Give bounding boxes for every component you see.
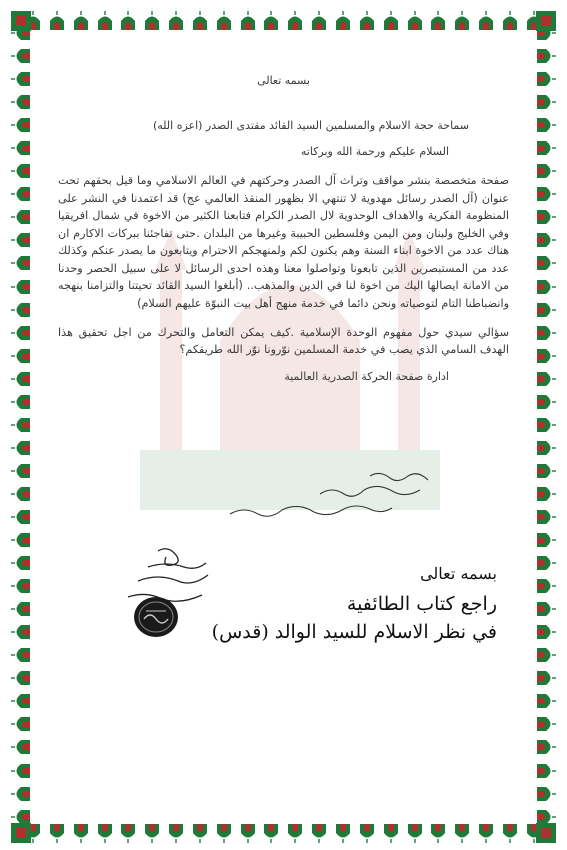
answer-block	[177, 560, 497, 646]
ornamental-mosque-border-icon	[535, 621, 557, 643]
ornamental-border-bottom	[22, 822, 545, 844]
ornamental-mosque-border-icon	[380, 822, 402, 844]
ornamental-mosque-border-icon	[10, 621, 32, 643]
ornamental-mosque-border-icon	[535, 91, 557, 113]
ornamental-mosque-border-icon	[535, 137, 557, 159]
ornamental-mosque-border-icon	[535, 667, 557, 689]
ornamental-border-right	[535, 22, 557, 828]
ornamental-mosque-border-icon	[535, 713, 557, 735]
ornamental-mosque-border-icon	[165, 10, 187, 32]
ornamental-mosque-border-icon	[284, 10, 306, 32]
ornamental-mosque-border-icon	[260, 10, 282, 32]
ornamental-mosque-border-icon	[535, 45, 557, 67]
ornamental-mosque-border-icon	[499, 10, 521, 32]
ornamental-mosque-border-icon	[10, 206, 32, 228]
ornamental-mosque-border-icon	[10, 160, 32, 182]
ornamental-mosque-border-icon	[535, 276, 557, 298]
ornamental-mosque-border-icon	[141, 10, 163, 32]
ornamental-mosque-border-icon	[499, 822, 521, 844]
ornamental-mosque-border-icon	[10, 414, 32, 436]
ornamental-mosque-border-icon	[10, 460, 32, 482]
ornamental-mosque-border-icon	[213, 822, 235, 844]
answer-line-book: راجع كتاب الطائفية	[346, 593, 497, 615]
ornamental-mosque-border-icon	[165, 822, 187, 844]
ornamental-mosque-border-icon	[10, 276, 32, 298]
ornamental-mosque-border-icon	[10, 137, 32, 159]
ornamental-mosque-border-icon	[427, 822, 449, 844]
ornamental-mosque-border-icon	[10, 506, 32, 528]
ornamental-mosque-border-icon	[10, 713, 32, 735]
border-corner-icon	[10, 822, 32, 844]
ornamental-mosque-border-icon	[308, 822, 330, 844]
ornamental-mosque-border-icon	[308, 10, 330, 32]
ornamental-mosque-border-icon	[10, 391, 32, 413]
letter-greeting: السلام عليكم ورحمة الله وبركاته	[300, 145, 449, 158]
ornamental-mosque-border-icon	[141, 822, 163, 844]
ornamental-border-left	[10, 22, 32, 828]
ornamental-mosque-border-icon	[535, 391, 557, 413]
letter-sender: ادارة صفحة الحركة الصدرية العالمية	[284, 370, 449, 383]
ornamental-mosque-border-icon	[535, 529, 557, 551]
ornamental-mosque-border-icon	[117, 822, 139, 844]
ornamental-mosque-border-icon	[535, 760, 557, 782]
ornamental-mosque-border-icon	[475, 822, 497, 844]
ornamental-mosque-border-icon	[535, 506, 557, 528]
ornamental-mosque-border-icon	[404, 822, 426, 844]
ornamental-mosque-border-icon	[10, 690, 32, 712]
ornamental-mosque-border-icon	[94, 10, 116, 32]
ornamental-mosque-border-icon	[535, 783, 557, 805]
ornamental-mosque-border-icon	[10, 299, 32, 321]
ornamental-mosque-border-icon	[535, 160, 557, 182]
ornamental-mosque-border-icon	[535, 252, 557, 274]
ornamental-mosque-border-icon	[189, 822, 211, 844]
ornamental-mosque-border-icon	[535, 644, 557, 666]
ornamental-mosque-border-icon	[70, 822, 92, 844]
answer-line-author: في نظر الاسلام للسيد الوالد (قدس)	[211, 621, 497, 643]
ornamental-mosque-border-icon	[535, 368, 557, 390]
ornamental-mosque-border-icon	[332, 822, 354, 844]
ornamental-mosque-border-icon	[10, 114, 32, 136]
ornamental-mosque-border-icon	[535, 322, 557, 344]
ornamental-mosque-border-icon	[10, 345, 32, 367]
ornamental-mosque-border-icon	[475, 10, 497, 32]
ornamental-mosque-border-icon	[10, 252, 32, 274]
ornamental-mosque-border-icon	[535, 483, 557, 505]
ornamental-mosque-border-icon	[284, 822, 306, 844]
border-corner-icon	[535, 10, 557, 32]
ornamental-mosque-border-icon	[10, 437, 32, 459]
letter-question: سؤالي سيدي حول مفهوم الوحدة الإسلامية .كيف يمكن التعامل والتحرك من اجل تحقيق هذا الهدف السامي الذي يصب في خدمة المسلمين نوّرونا نوّر الله طريقكم؟	[58, 326, 509, 356]
ornamental-mosque-border-icon	[10, 783, 32, 805]
ornamental-mosque-border-icon	[535, 552, 557, 574]
ornamental-mosque-border-icon	[535, 114, 557, 136]
ornamental-mosque-border-icon	[10, 552, 32, 574]
ornamental-mosque-border-icon	[10, 368, 32, 390]
ornamental-mosque-border-icon	[535, 299, 557, 321]
ornamental-mosque-border-icon	[535, 414, 557, 436]
border-corner-icon	[10, 10, 32, 32]
ornamental-mosque-border-icon	[380, 10, 402, 32]
letter-body: صفحة متخصصة بنشر مواقف وتراث آل الصدر وحركتهم في العالم الاسلامي وما قيل بحقهم تحت عنوان (آل الصدر رسائل مهدوية لا تنتهي الا بظهور المنقذ العالمي عج) قد اعتمدنا في النشر على المنظومة الفكرية والاهداف الوحدوية لال الصدر الكرام فتابعنا الكثير من الاخوة في شمال افريقيا وفي الخليج ولبنان ومن اليمن وفلسطين الحبيبة وغيرها من البلدان .حتى تفاجئنا ببركات الاكارم ان هناك عدد من الاخوة ابناء السنة وهم يكنون لكم ولمنهجكم الاحترام ويتابعون ما يصدر عنكم وكذلك عدد من المستبصرين الذين تابعونا وتواصلوا معنا وهذه احدى الرسائل لا على سبيل الحصر وحدنا من الامانة ايصالها اليك من اخوة لنا في الدين والمذهب.. (أبلغوا السيد القائد تحيتنا والتزامنا بنهجه وانضباطنا التام لتوصياته ونحن دائما في خدمة منهج أهل بيت النبوّة عليهم السلام)	[58, 174, 509, 310]
ornamental-mosque-border-icon	[356, 10, 378, 32]
ornamental-mosque-border-icon	[10, 322, 32, 344]
circular-seal-icon	[132, 593, 180, 641]
ornamental-mosque-border-icon	[404, 10, 426, 32]
letter-salutation: سماحة حجة الاسلام والمسلمين السيد القائد مقتدى الصدر (اعزه الله)	[152, 119, 469, 132]
ornamental-mosque-border-icon	[535, 345, 557, 367]
ornamental-mosque-border-icon	[70, 10, 92, 32]
ornamental-mosque-border-icon	[535, 183, 557, 205]
ornamental-mosque-border-icon	[10, 598, 32, 620]
border-corner-icon	[535, 822, 557, 844]
ornamental-mosque-border-icon	[427, 10, 449, 32]
ornamental-mosque-border-icon	[117, 10, 139, 32]
handwritten-note-icon	[170, 468, 450, 538]
letter	[58, 60, 509, 383]
ornamental-mosque-border-icon	[10, 183, 32, 205]
ornamental-mosque-border-icon	[535, 598, 557, 620]
ornamental-mosque-border-icon	[535, 206, 557, 228]
ornamental-mosque-border-icon	[10, 736, 32, 758]
ornamental-mosque-border-icon	[332, 10, 354, 32]
ornamental-mosque-border-icon	[237, 10, 259, 32]
ornamental-mosque-border-icon	[10, 667, 32, 689]
ornamental-mosque-border-icon	[260, 822, 282, 844]
answer-basmala: بسمه تعالى	[420, 564, 497, 583]
ornamental-mosque-border-icon	[10, 229, 32, 251]
ornamental-mosque-border-icon	[535, 437, 557, 459]
ornamental-mosque-border-icon	[10, 760, 32, 782]
ornamental-mosque-border-icon	[237, 822, 259, 844]
ornamental-mosque-border-icon	[451, 822, 473, 844]
ornamental-border-top	[22, 10, 545, 32]
ornamental-mosque-border-icon	[10, 644, 32, 666]
ornamental-mosque-border-icon	[10, 68, 32, 90]
ornamental-mosque-border-icon	[94, 822, 116, 844]
ornamental-mosque-border-icon	[535, 690, 557, 712]
ornamental-mosque-border-icon	[10, 91, 32, 113]
ornamental-mosque-border-icon	[535, 68, 557, 90]
ornamental-mosque-border-icon	[46, 10, 68, 32]
ornamental-mosque-border-icon	[213, 10, 235, 32]
ornamental-mosque-border-icon	[10, 483, 32, 505]
ornamental-mosque-border-icon	[535, 575, 557, 597]
ornamental-mosque-border-icon	[46, 822, 68, 844]
letter-basmala: بسمه تعالى	[257, 74, 310, 87]
ornamental-mosque-border-icon	[10, 575, 32, 597]
ornamental-mosque-border-icon	[535, 736, 557, 758]
ornamental-mosque-border-icon	[356, 822, 378, 844]
ornamental-mosque-border-icon	[10, 45, 32, 67]
ornamental-mosque-border-icon	[535, 229, 557, 251]
ornamental-mosque-border-icon	[451, 10, 473, 32]
ornamental-mosque-border-icon	[535, 460, 557, 482]
ornamental-mosque-border-icon	[189, 10, 211, 32]
ornamental-mosque-border-icon	[10, 529, 32, 551]
